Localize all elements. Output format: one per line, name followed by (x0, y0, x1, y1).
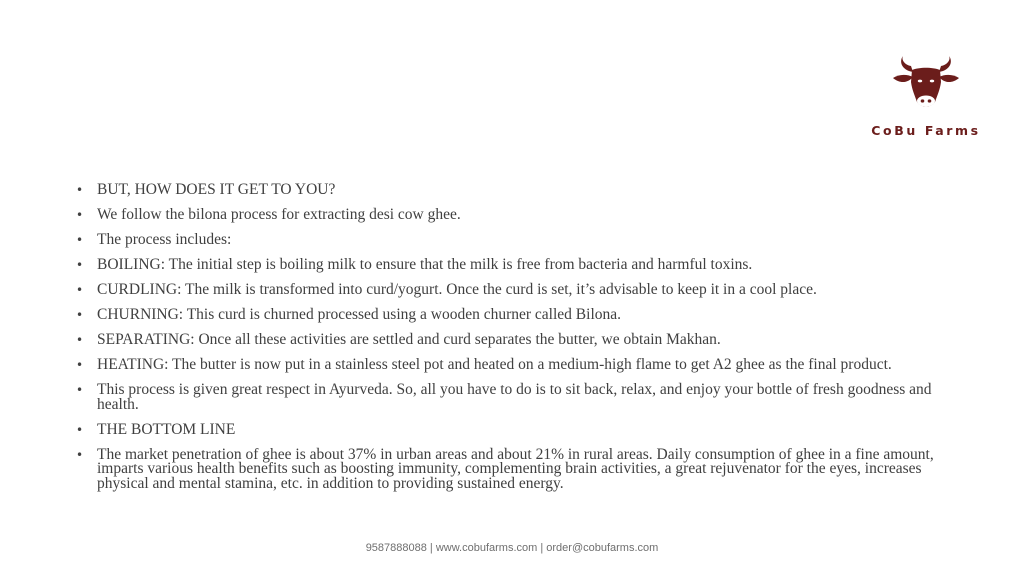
list-item-text: HEATING: The butter is now put in a stainless steel pot and heated on a medium-high flame to get A2 ghee as the final product. (97, 356, 892, 373)
bullet-icon: • (76, 208, 84, 222)
bullet-icon: • (76, 283, 84, 297)
bullet-icon: • (76, 333, 84, 347)
list-item-text: BOILING: The initial step is boiling milk to ensure that the milk is free from bacteria and harmful toxins. (97, 256, 753, 273)
list-item (76, 383, 956, 412)
list-item-text: CURDLING: The milk is transformed into curd/yogurt. Once the curd is set, it’s advisable to keep it in a cool place. (97, 281, 817, 298)
list-item (76, 420, 956, 438)
list-item-text: The process includes: (97, 231, 232, 248)
bullet-list (76, 183, 956, 502)
list-item (76, 183, 956, 198)
list-item (76, 333, 956, 348)
list-item-text: We follow the bilona process for extracting desi cow ghee. (97, 206, 461, 223)
brand-name: CoBu Farms (871, 123, 981, 138)
bullet-icon: • (76, 233, 84, 247)
list-item (76, 208, 956, 223)
list-item (76, 283, 956, 298)
bullet-icon: • (76, 308, 84, 322)
list-item-text: THE BOTTOM LINE (97, 420, 236, 438)
bullet-icon: • (76, 383, 84, 397)
bullet-icon: • (76, 183, 84, 197)
list-item (76, 233, 956, 248)
bullet-icon: • (76, 358, 84, 372)
list-item (76, 358, 956, 373)
bullet-icon: • (76, 258, 84, 272)
list-item-text: This process is given great respect in Ayurveda. So, all you have to do is to sit back, relax, and enjoy your bottle of fresh goodness and health. (97, 381, 932, 413)
list-item-text: CHURNING: This curd is churned processed using a wooden churner called Bilona. (97, 306, 622, 323)
bullet-icon: • (76, 422, 84, 437)
list-item-text: SEPARATING: Once all these activities are settled and curd separates the butter, we obtain Makhan. (97, 331, 721, 348)
list-item (76, 445, 956, 492)
list-item (76, 308, 956, 323)
cow-head-icon (891, 56, 961, 114)
brand-logo (858, 56, 994, 140)
list-item-text: The market penetration of ghee is about 37% in urban areas and about 21% in rural areas. Daily consumption of ghee in a fine amount, imparts various health benefits such as boosting immunity, complementing brain activities, a great rejuvenator for the eyes, increases physical and mental stamina, etc. in addition to providing sustained energy. (97, 445, 934, 492)
list-item-text: BUT, HOW DOES IT GET TO YOU? (97, 181, 336, 198)
list-item (76, 258, 956, 273)
bullet-icon: • (76, 447, 84, 462)
footer-contact: 9587888088 | www.cobufarms.com | order@cobufarms.com (365, 542, 659, 554)
